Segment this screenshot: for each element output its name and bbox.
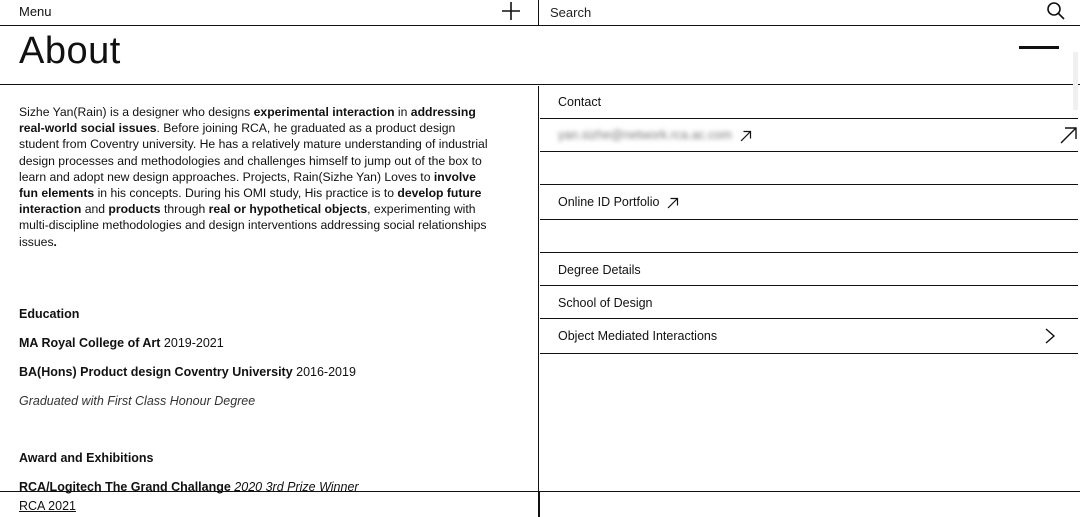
bio-text: , experimenting with multi-discipline methodologies and design interventions addressing social relationships issues xyxy=(19,202,487,249)
contact-heading: Contact xyxy=(558,95,602,109)
bio-text: through xyxy=(160,202,209,217)
external-link-icon[interactable] xyxy=(1060,126,1078,144)
programme-row[interactable] xyxy=(540,319,1078,354)
awards-heading: Award and Exhibitions xyxy=(19,451,154,465)
portfolio-row[interactable] xyxy=(540,185,1078,220)
about-content xyxy=(0,86,539,516)
menu-label[interactable]: Menu xyxy=(19,4,52,19)
degree-heading-row xyxy=(540,253,1078,286)
bio-paragraph xyxy=(19,104,489,250)
top-bar xyxy=(0,0,1080,26)
search-input[interactable] xyxy=(550,2,1030,22)
external-link-icon xyxy=(740,130,752,142)
programme-label[interactable]: Object Mediated Interactions xyxy=(558,329,718,343)
bio-text: . Before joining RCA, he graduated as a product design student from Coventry university. He has a relatively mature understanding of industrial design processes and methodologies and challenges himself to jump out of the box to learn and adopt new design approaches. Projects, Rain(Sizhe Yan) Loves to xyxy=(19,121,488,184)
education-heading: Education xyxy=(19,307,80,321)
bio-emphasis: real or hypothetical objects xyxy=(208,202,368,217)
bio-emphasis: experimental interaction xyxy=(253,105,395,119)
bio-emphasis: develop future interaction xyxy=(19,186,482,217)
footer-divider xyxy=(538,492,540,517)
bio-text: in xyxy=(394,105,411,119)
award-entry: RCA/Logitech The Grand Challange 2020 3rd Prize Winner xyxy=(19,480,359,494)
menu-toggle[interactable] xyxy=(0,0,539,25)
rca-2021-link[interactable]: RCA 2021 xyxy=(19,499,76,513)
bio-text: in his concepts. During his OMI study, His practice is to xyxy=(94,186,398,201)
bio-text: Sizhe Yan(Rain) is a designer who designs xyxy=(19,105,254,119)
page-title: About xyxy=(19,30,121,72)
details-panel xyxy=(540,86,1080,516)
bio-text: and xyxy=(81,202,109,217)
footer-bar xyxy=(0,491,1080,517)
bio-emphasis: . xyxy=(53,234,57,249)
education-note: Graduated with First Class Honour Degree xyxy=(19,394,256,408)
contact-heading-row xyxy=(540,86,1078,119)
bio-emphasis: addressing real-world social issues xyxy=(19,105,476,136)
empty-row xyxy=(540,152,1078,185)
school-row[interactable] xyxy=(540,286,1078,319)
portfolio-link[interactable]: Online ID Portfolio xyxy=(558,195,679,209)
education-entry-ba: BA(Hons) Product design Coventry University 2016-2019 xyxy=(19,365,356,379)
degree-heading: Degree Details xyxy=(558,263,641,277)
plus-icon[interactable] xyxy=(500,0,522,22)
bio-emphasis: involve fun elements xyxy=(19,169,476,201)
email-row[interactable] xyxy=(540,119,1078,152)
empty-row xyxy=(540,220,1078,253)
search-icon[interactable] xyxy=(1046,1,1066,21)
school-label[interactable]: School of Design xyxy=(558,296,653,310)
title-row xyxy=(0,26,1080,85)
bio-emphasis: products xyxy=(108,202,161,217)
external-link-icon xyxy=(667,197,679,209)
education-entry-ma: MA Royal College of Art 2019-2021 xyxy=(19,336,224,350)
email-link[interactable]: yan.sizhe@network.rca.ac.com xyxy=(558,128,752,142)
minus-icon[interactable] xyxy=(1019,46,1059,49)
search-bar xyxy=(540,0,1080,25)
chevron-right-icon[interactable] xyxy=(1043,327,1057,345)
